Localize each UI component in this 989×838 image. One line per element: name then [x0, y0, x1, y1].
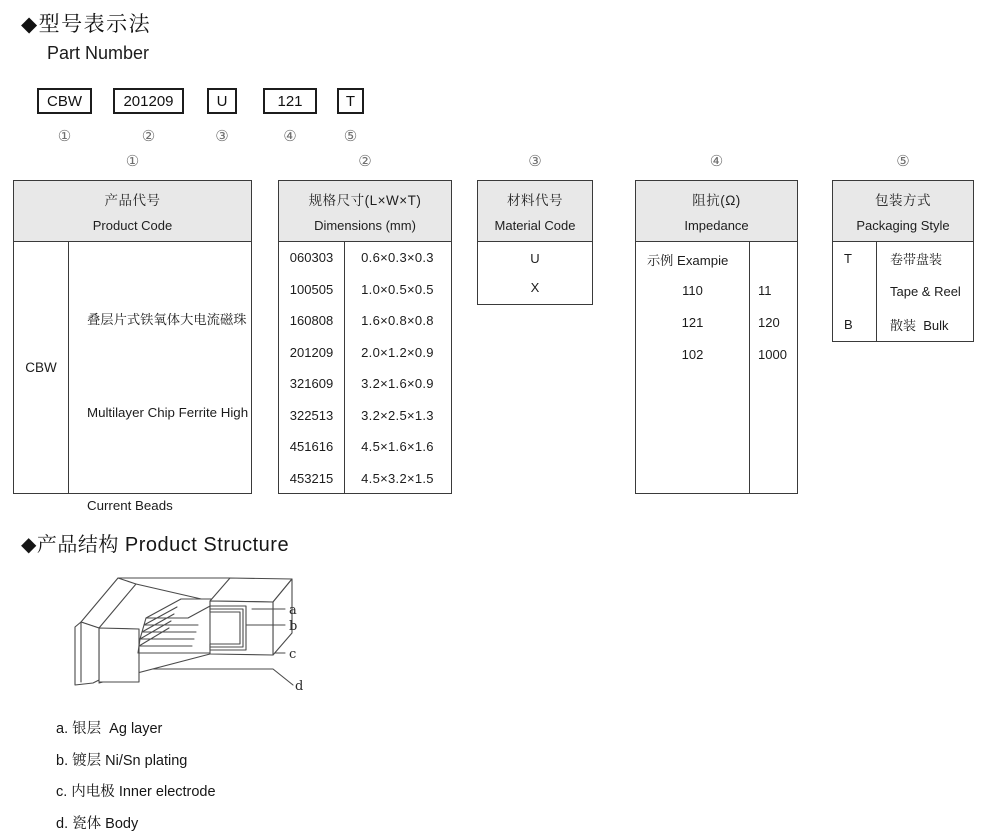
dim-size: 4.5×1.6×1.6: [361, 439, 434, 455]
packaging-text: 卷带盘装: [890, 252, 943, 267]
pn-segment-material: U: [207, 88, 237, 114]
section-title-product-structure: ◆产品结构 Product Structure: [21, 534, 290, 556]
table-row: [636, 274, 797, 306]
dim-size: 4.5×3.2×1.5: [361, 470, 434, 486]
circled-number-2: ②: [141, 128, 156, 145]
table-row: [279, 274, 451, 306]
dimensions-table-header: [279, 181, 451, 242]
dim-size: 3.2×2.5×1.3: [361, 407, 434, 423]
packaging-table-header: [833, 181, 973, 242]
dimensions-table: [278, 180, 452, 494]
table-mark-2: ②: [358, 153, 372, 170]
material-code-value: X: [530, 280, 540, 295]
packaging-code: T: [844, 251, 852, 266]
legend-item-c: c. 内电极 Inner electrode: [56, 784, 216, 800]
header-cn: 材料代号: [507, 193, 563, 209]
dim-size: 0.6×0.3×0.3: [361, 250, 434, 266]
impedance-table-header: [636, 181, 797, 242]
table-row: [833, 275, 973, 308]
section-title-part-number-en: Part Number: [47, 43, 150, 63]
circled-number-1: ①: [57, 128, 72, 145]
product-code-table-header: [14, 181, 251, 242]
desc-line: Current Beads: [87, 498, 173, 513]
impedance-table-body: [636, 242, 797, 493]
table-row: [279, 305, 451, 337]
dim-size: 1.0×0.5×0.5: [361, 281, 434, 297]
impedance-code: 110: [682, 282, 703, 298]
product-structure-diagram: [60, 558, 310, 710]
table-row: [636, 306, 797, 338]
table-row: [279, 368, 451, 400]
column-divider: [876, 242, 877, 341]
diagram-label-a: a: [289, 603, 297, 618]
dim-code: 160808: [289, 313, 334, 329]
dim-code: 060303: [289, 250, 334, 266]
table-row: [279, 431, 451, 463]
dim-code: 201209: [289, 344, 334, 360]
dim-code: 321609: [289, 376, 334, 392]
dim-code: 451616: [289, 439, 334, 455]
impedance-value: 120: [758, 314, 780, 330]
impedance-value: 11: [758, 282, 772, 298]
column-divider: [344, 242, 345, 493]
material-code-table: [477, 180, 593, 305]
packaging-table-body: [833, 242, 973, 341]
header-cn: 产品代号: [104, 193, 161, 209]
product-code-table: [13, 180, 252, 513]
impedance-code: 102: [681, 346, 704, 362]
legend-item-b: b. 镀层 Ni/Sn plating: [56, 752, 188, 769]
header-en: Material Code: [494, 217, 576, 233]
dim-size: 3.2×1.6×0.9: [361, 376, 434, 392]
table-row: [279, 463, 451, 495]
table-row: [279, 242, 451, 274]
legend-item-a: a. 银层 Ag layer: [56, 721, 163, 737]
circled-number-3: ③: [215, 128, 229, 145]
header-cn: 阻抗(Ω): [692, 193, 741, 209]
legend-item-d: d. 瓷体 Body: [56, 815, 139, 832]
pn-segment-impedance: 121: [263, 88, 317, 114]
diagram-label-c: c: [289, 647, 297, 662]
circled-number-4: ④: [283, 128, 297, 145]
dim-size: 2.0×1.2×0.9: [361, 344, 434, 360]
table-row: [833, 308, 973, 341]
table-mark-4: ④: [709, 153, 724, 170]
impedance-example-label: 示例 Exampie: [647, 253, 729, 268]
packaging-code: B: [844, 317, 853, 332]
header-cn: 包装方式: [875, 193, 931, 209]
material-code-table-body: [478, 242, 592, 304]
desc-line: Multilayer Chip Ferrite High: [87, 405, 249, 420]
packaging-text: 散装 Bulk: [890, 318, 949, 333]
packaging-table: [832, 180, 974, 342]
diagram-label-d: d: [295, 679, 304, 694]
structure-legend: [56, 714, 216, 838]
table-row: [833, 242, 973, 275]
column-divider: [749, 242, 750, 493]
dimensions-table-body: [279, 242, 451, 493]
header-en: Packaging Style: [856, 217, 950, 233]
dim-code: 322513: [289, 407, 334, 423]
table-mark-3: ③: [528, 153, 542, 170]
header-en: Dimensions (mm): [314, 217, 416, 233]
pn-segment-dimensions: 201209: [113, 88, 184, 114]
material-code-table-header: [478, 181, 592, 242]
dim-code: 100505: [289, 281, 334, 297]
dim-code: 453215: [289, 470, 334, 486]
pn-segment-product-code: CBW: [37, 88, 92, 114]
product-code-table-body: [14, 242, 251, 513]
pn-segment-packaging: T: [337, 88, 364, 114]
table-mark-5: ⑤: [896, 153, 910, 170]
header-cn: 规格尺寸(L×W×T): [308, 193, 422, 209]
column-divider: [68, 242, 69, 493]
packaging-text: Tape & Reel: [890, 284, 961, 299]
product-code-value: CBW: [25, 360, 57, 375]
desc-line: 叠层片式铁氧体大电流磁珠: [87, 312, 247, 327]
impedance-rows: [636, 274, 797, 370]
header-en: Product Code: [92, 217, 173, 233]
header-en: Impedance: [684, 217, 749, 233]
impedance-table: [635, 180, 798, 494]
section-title-part-number-cn: ◆型号表示法: [21, 13, 152, 36]
material-code-value: U: [530, 251, 540, 266]
impedance-code: 121: [681, 314, 704, 330]
table-row: [279, 400, 451, 432]
diagram-label-b: b: [289, 619, 298, 634]
dim-size: 1.6×0.8×0.8: [361, 313, 434, 329]
table-row: [279, 337, 451, 369]
table-row: [636, 338, 797, 370]
circled-number-5: ⑤: [343, 128, 358, 145]
table-mark-1: ①: [125, 153, 140, 170]
impedance-value: 1000: [758, 346, 787, 362]
